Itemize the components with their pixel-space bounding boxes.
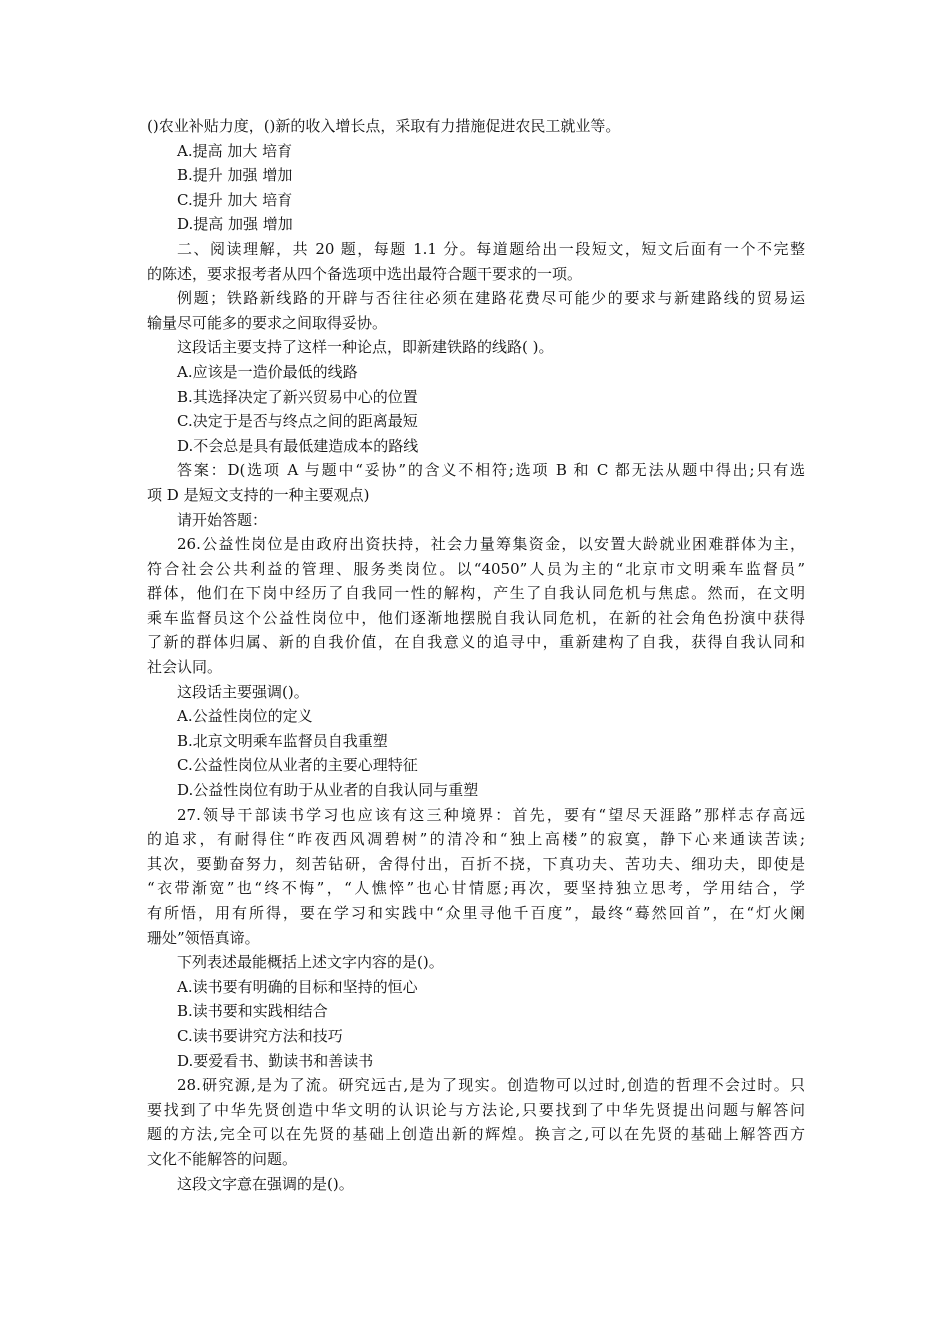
passage-line: 其次，要勤奋努力，刻苦钻研，舍得付出，百折不挠，下真功夫、苦功夫、细功夫，即使是 <box>147 854 805 873</box>
document-body <box>147 114 805 1196</box>
question-line: 这段话主要支持了这样一种论点，即新建铁路的线路( )。 <box>177 338 554 357</box>
text-line: 的陈述，要求报考者从四个备选项中选出最符合题干要求的一项。 <box>147 264 583 283</box>
question-line: 这段话主要强调()。 <box>177 682 309 701</box>
question-line: 这段文字意在强调的是()。 <box>177 1174 354 1193</box>
passage-line: 了新的群体归属、新的自我价值，在自我意义的追寻中，重新建构了自我，获得自我认同和 <box>147 633 805 652</box>
passage-line: “衣带渐宽”也“终不悔”，“人憔悴”也心甘情愿;再次，要坚持独立思考，学用结合，学 <box>147 879 805 898</box>
option-line: A.应该是一造价最低的线路 <box>177 362 358 381</box>
question-line: 下列表述最能概括上述文字内容的是()。 <box>177 953 444 972</box>
passage-line: 27.领导干部读书学习也应该有这三种境界：首先，要有“望尽天涯路”那样志存高远 <box>177 805 805 824</box>
passage-line: 题的方法,完全可以在先贤的基础上创造出新的辉煌。换言之,可以在先贤的基础上解答西方 <box>147 1125 805 1144</box>
passage-line: 文化不能解答的问题。 <box>147 1149 298 1168</box>
passage-line: 26.公益性岗位是由政府出资扶持，社会力量筹集资金，以安置大龄就业困难群体为主， <box>177 535 805 554</box>
passage-line: 要找到了中华先贤创造中华文明的认识论与方法论,只要找到了中华先贤提出问题与解答问 <box>147 1100 805 1119</box>
option-line: B.北京文明乘车监督员自我重塑 <box>177 731 388 750</box>
option-line: C.决定于是否与终点之间的距离最短 <box>177 412 418 431</box>
option-line: D.提高 加强 增加 <box>177 215 293 234</box>
option-line: C.提升 加大 培育 <box>177 190 293 209</box>
text-line: 项 D 是短文支持的一种主要观点) <box>147 485 370 504</box>
option-line: A.提高 加大 培育 <box>177 141 293 160</box>
passage-line: 符合社会公共利益的管理、服务类岗位。以“4050”人员为主的“北京市文明乘车监督员” <box>147 559 805 578</box>
text-line: ()农业补贴力度，()新的收入增长点，采取有力措施促进农民工就业等。 <box>147 117 621 135</box>
example-line: 例题；铁路新线路的开辟与否往往必须在建路花费尽可能少的要求与新建路线的贸易运 <box>177 289 805 308</box>
passage-line: 的追求，有耐得住“昨夜西风凋碧树”的清冷和“独上高楼”的寂寞，静下心来通读苦读; <box>147 830 805 849</box>
option-line: B.读书要和实践相结合 <box>177 1002 328 1021</box>
passage-line: 群体，他们在下岗中经历了自我同一性的解构，产生了自我认同危机与焦虑。然而，在文明 <box>147 584 805 603</box>
option-line: B.其选择决定了新兴贸易中心的位置 <box>177 387 418 406</box>
option-line: A.公益性岗位的定义 <box>177 707 313 726</box>
passage-line: 有所悟，用有所得，要在学习和实践中“众里寻他千百度”，最终“蓦然回首”，在“灯火阑 <box>147 904 805 922</box>
option-line: B.提升 加强 增加 <box>177 166 293 185</box>
option-line: D.要爱看书、勤读书和善读书 <box>177 1051 374 1070</box>
option-line: A.读书要有明确的目标和坚持的恒心 <box>177 977 418 996</box>
text-line: 输量尽可能多的要求之间取得妥协。 <box>147 313 388 332</box>
section-heading-line: 二、阅读理解，共 20 题，每题 1.1 分。每道题给出一段短文，短文后面有一个不完整 <box>177 239 805 258</box>
option-line: D.公益性岗位有助于从业者的自我认同与重塑 <box>177 781 479 800</box>
answer-line: 答案：D(选项 A 与题中“妥协”的含义不相符;选项 B 和 C 都无法从题中得出;只有选 <box>177 461 805 480</box>
option-line: C.公益性岗位从业者的主要心理特征 <box>177 756 418 775</box>
option-line: D.不会总是具有最低建造成本的路线 <box>177 436 419 455</box>
passage-line: 28.研究源,是为了流。研究远古,是为了现实。创造物可以过时,创造的哲理不会过时。只 <box>177 1076 805 1095</box>
passage-line: 社会认同。 <box>147 658 223 677</box>
passage-line: 乘车监督员这个公益性岗位中，他们逐渐地摆脱自我认同危机，在新的社会角色扮演中获得 <box>147 608 805 627</box>
passage-line: 珊处”领悟真谛。 <box>147 928 260 947</box>
option-line: C.读书要讲究方法和技巧 <box>177 1026 343 1045</box>
instruction-line: 请开始答题： <box>177 510 268 529</box>
